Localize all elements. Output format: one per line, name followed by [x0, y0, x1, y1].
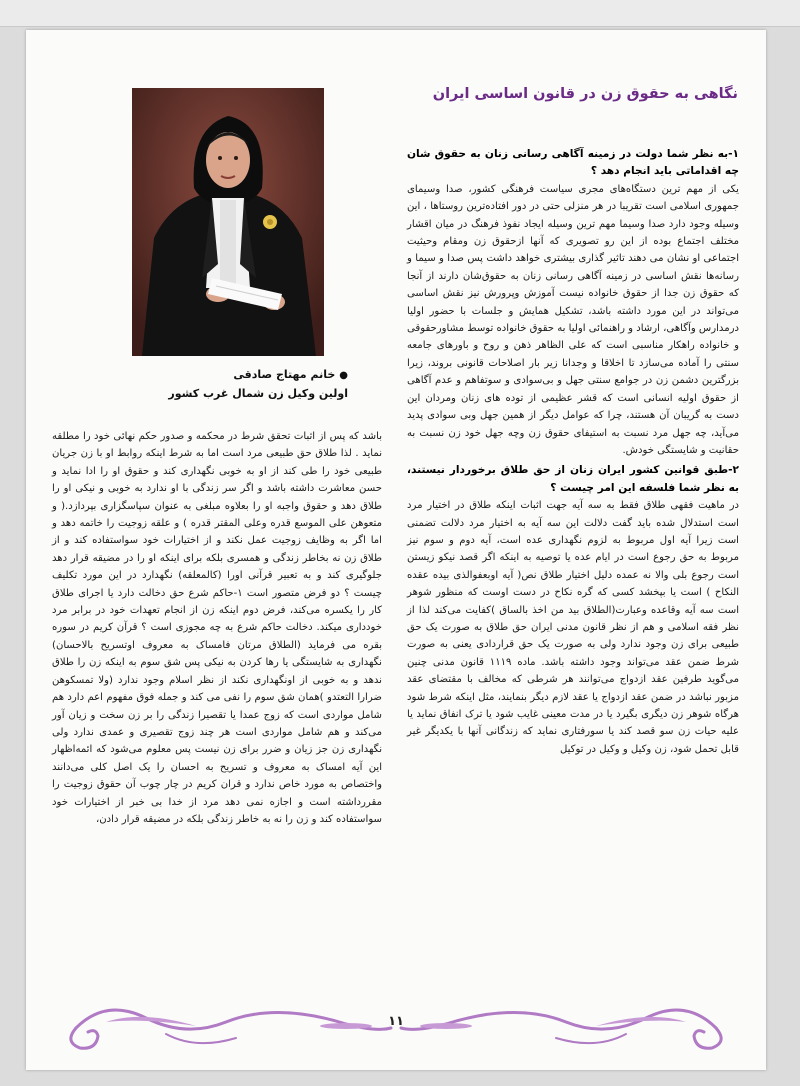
magazine-page — [26, 30, 766, 1070]
browser-top-strip — [0, 0, 800, 27]
caption-role: اولین وکیل زن شمال غرب کشور — [168, 387, 348, 400]
portrait-illustration — [132, 88, 324, 356]
caption-name-line — [118, 366, 348, 385]
caption-name: خانم مهتاج صادقی — [233, 368, 336, 381]
right-column — [407, 146, 739, 758]
caption-bullet: ● — [339, 370, 348, 381]
article-title: نگاهی به حقوق زن در قانون اساسی ایران — [432, 86, 738, 102]
question-1: ۱-به نظر شما دولت در زمینه آگاهی رسانی زنان به حقوق شان چه اقداماتی باید انجام دهد ؟ — [407, 148, 739, 178]
photo-caption — [118, 366, 348, 403]
page-number: ۱۱ — [388, 1014, 404, 1029]
answer-2: در ماهیت فقهی طلاق فقط به سه آیه جهت اثبات اینکه طلاق در اختیار مرد است استدلال شده باید گفت دلالت این سه آیه به اختیار مرد دلالت تضمنی است زیرا آیه اول مربوط به لزوم نگهداری عده است، آیه دوم و سوم نیز مربوط به حق رجوع است در ایام عده یا توصیه به اینکه اگر قصد نیکو زیستن است رجوع بلی والا نه عمده دلیل اختیار طلاق نص( آیه اوبعفوالذی بیده عقده النکاح ) است یا بپخشد کسی که گره نکاح در دست اوست که منظور شوهر است سه آیه وقاعده وعبارت(الطلاق بید من اخذ بالساق )کفایت می‌کند لذا از نظر فقه اسلامی و هم از نظر قانون مدنی ایران حق طلاق به صورت یک حق طبیعی برای زن وجود ندارد ولی به صورت یک حق قراردادی یعنی به صورت شرط ضمن عقد می‌تواند وجود داشته باشد. ماده ۱۱۱۹ قانون مدنی چنین می‌گوید طرفین عقد ازدواج می‌توانند هر شرطی که مخالف با مقتضای عقد مزبور نباشد در ضمن عقد ازدواج یا عقد لازم دیگر بنمایند، مثل اینکه شرط شود هرگاه شوهر زن دیگری بگیرد یا در مدت معینی غایب شود یا ترک انفاق نماید یا علیه حیات زن سو قصد کند یا سورفتاری نماید که زندگانی آنها با یکدیگر غیر قابل تحمل شود، زن وکیل و وکیل در توکیل — [407, 500, 739, 755]
question-2: ۲-طبق قوانین کشور ایران زنان از حق طلاق برخوردار نیستند، به نظر شما فلسفه این امر چیست ؟ — [407, 464, 739, 494]
left-column — [52, 428, 382, 828]
answer-1: یکی از مهم ترین دستگاه‌های مجری سیاست فرهنگی کشور، صدا وسیمای جمهوری اسلامی است تقریبا در هر منزلی حتی در دور افتاده‌ترین روستاها ، این وسیله وجود دارد صدا وسیما مهم ترین وسیله ایجاد نفوذ فرهنگ در میان اقشار مختلف اجتماع بوده از این رو تصویری که آنها ازحقوق زن ومقام وحیثیت اجتماعی او نشان می دهند تاثیر گذاری بیشتری خواهد داشت پس صدا و سیما و رسانه‌ها نقش اساسی در زمینه آگاهی رسانی زنان به حقوق‌شان دارند از آنجا که حقوق زن جدا از حقوق خانواده نیست آموزش وپرورش نیز نقش اساسی می‌تواند در این مورد داشته باشد، تشکیل همایش و جلسات با حضور اولیا درمدارس وآگاهی، ارشاد و راهنمائی اولیا به حقوق خانواده توسط مشاورحقوقی و خانواده راهکار مناسبی است که علی الظاهر ذهن و روح و باورهای جامعه سنتی را آماده می‌سازد تا اخلاقا و وجدانا زیر بار اصلاحات قانونی بروند، زیرا بزرگترین دشمن زن در جوامع سنتی جهل و بی‌سوادی و سوتفاهم و عدم آگاهی از حقوق اولیه انسانی است که قشر عظیمی از توده های زنان ومردان این دست به گریبان آن هستند، چرا که عوامل دیگر از همین جهل وبی سوادی پدید می‌آید، چه جهل مرد نسبت به استیفای حقوق زن وچه جهل خود زن نسبت به حقانیت و شایستگی خودش. — [407, 183, 739, 456]
portrait-photo — [132, 88, 324, 356]
left-column-text: باشد که پس از اثبات تحقق شرط در محکمه و صدور حکم نهائی خود را مطلقه نماید . لذا طلاق حق طبیعی مرد است اما به شرط اینکه روابط او با زن جریان طبیعی خود را طی کند از او به خوبی نگهداری کند و حقوق او را ادا نماید و حسن معاشرت داشته باشد و اگر سر زندگی با او ندارد به خوبی و نیکی او را طلاق دهد و حقوق واجبه او را بعلاوه مبلغی به عنوان سپاسگزاری بپردازد.( و متعوهن علی الموسع قدره وعلی المقتر قدره ) و علقه زوجیت را خاتمه دهد و اما اگر به وظایف زوجیت عمل نکند و از اختیارات خود سواستفاده کند و از طلاق زن نه بخاطر زندگی و همسری بلکه برای اینکه او را در مضیقه قرار دهد جلوگیری کند و به تعبیر قرآنی اورا (کالمعلقه) نگهدارد در این مورد تکلیف چیست ؟ دو فرض متصور است ۱-حاکم شرع حق دخالت دارد یا اجرای طلاق کار را یکسره می‌کند، فرض دوم اینکه زن از انجام تعهدات خود در برابر مرد خودداری میکند. دخالت حاکم شرع به چه مجوزی است ؟ قرآن کریم در سوره بقره می فرماید (الطلاق مرتان فامساک به معروف اوتسریح بالاحسان) نگهداری به شایستگی یا رها کردن به نیکی پس شق سوم به اینکه زن را طلاق ندهد و به خوبی از اونگهداری نکند از نظر اسلام وجود ندارد (ولا تمسکوهن ضرارا التعتدو )همان شق سوم را نفی می کند و جمله فوق مفهوم اعم دارد هم شامل مواردی است که زوج عمدا یا تقصیرا زندگی را بر زن سخت و زیان آور می‌کند و هم شامل مواردی است هر چند زوج تقصیری و عمدی ندارد ولی نگهداری زن جز زیان و ضرر برای زن نیست پس معلوم می‌شود که ائمه‌اظهار این آیه امساک به معروف و تسریح به احسان را یک اصل کلی می‌دانند واختصاص به مورد خاص ندارد و قران کریم در چار چوب آن حقوق زوجیت را مقررداشته است و اجازه نمی دهد مرد از خدا بی خبر از اختیارات خود سواستفاده کند و زن را نه به خاطر زندگی بلکه در مضیقه قرار دادن، — [52, 431, 383, 825]
